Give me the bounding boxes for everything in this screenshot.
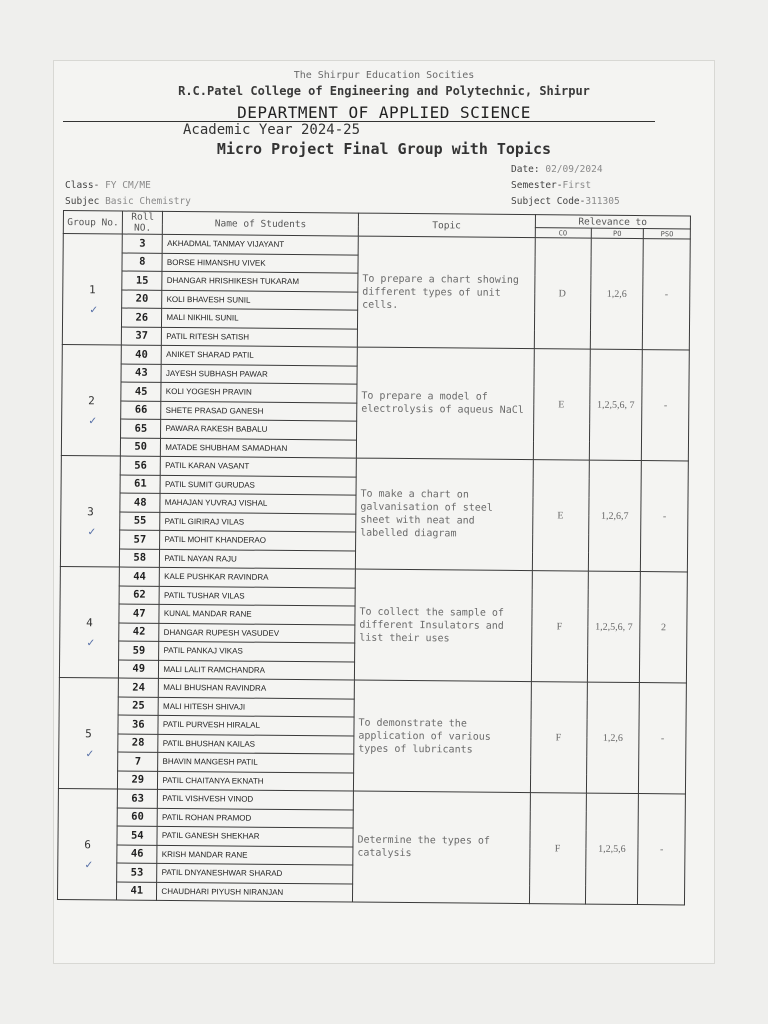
department-name: DEPARTMENT OF APPLIED SCIENCE [237, 103, 531, 122]
roll-number: 61 [120, 475, 160, 494]
semester-value: First [562, 180, 592, 191]
col-name-header: Name of Students [163, 211, 359, 236]
student-name: PATIL VISHVESH VINOD [158, 789, 354, 809]
checkmark-icon: ✓ [89, 413, 97, 428]
checkmark-icon: ✓ [89, 302, 98, 317]
student-name: MALI HITESH SHIVAJI [158, 697, 354, 717]
roll-number: 56 [120, 456, 160, 475]
group-topic: To demonstrate the application of various types of lubricants [353, 680, 531, 793]
student-name: KALE PUSHKAR RAVINDRA [160, 567, 356, 587]
roll-number: 26 [122, 308, 162, 327]
subject-label: Subjec [65, 196, 100, 207]
pso-relevance: - [639, 683, 687, 794]
group-number-cell [58, 677, 118, 789]
roll-number: 54 [117, 826, 157, 845]
roll-number: 28 [118, 734, 158, 753]
roll-number: 24 [118, 678, 158, 697]
document-title: Micro Project Final Group with Topics [216, 140, 552, 158]
student-name: PATIL DNYANESHWAR SHARAD [157, 863, 353, 883]
college-name: R.C.Patel College of Engineering and Polytechnic, Shirpur [178, 84, 590, 98]
student-name: PATIL GANESH SHEKHAR [157, 826, 353, 846]
student-name: BHAVIN MANGESH PATIL [158, 752, 354, 772]
checkmark-icon: ✓ [88, 524, 96, 539]
roll-number: 40 [121, 345, 161, 364]
student-name: MALI BHUSHAN RAVINDRA [159, 678, 355, 698]
groups-table [57, 210, 691, 905]
student-name: KUNAL MANDAR RANE [159, 604, 355, 624]
roll-number: 50 [121, 438, 161, 457]
roll-number: 20 [122, 290, 162, 309]
pso-relevance: 2 [640, 572, 688, 683]
po-relevance: 1,2,6,7 [588, 460, 642, 571]
student-name: KRISH MANDAR RANE [157, 845, 353, 865]
roll-number: 44 [119, 567, 159, 586]
class-value: FY CM/ME [105, 180, 151, 191]
roll-number: 49 [119, 660, 159, 679]
group-number: 2 [88, 393, 95, 407]
co-relevance: F [531, 571, 588, 682]
group-topic: Determine the types of catalysis [352, 791, 530, 904]
pso-relevance: - [638, 794, 686, 905]
student-name: PAWARA RAKESH BABALU [161, 419, 357, 439]
col-po-header: PO [591, 228, 644, 238]
col-roll-header: Roll NO. [122, 211, 162, 234]
group-topic: To prepare a model of electrolysis of aqueus NaCl [356, 347, 534, 460]
group-number: 3 [87, 504, 94, 518]
student-name: DHANGAR HRISHIKESH TUKARAM [162, 271, 358, 291]
student-name: PATIL MOHIT KHANDERAO [160, 530, 356, 550]
roll-number: 63 [117, 789, 157, 808]
student-name: MALI NIKHIL SUNIL [162, 308, 358, 328]
po-relevance: 1,2,5,6, 7 [587, 571, 641, 682]
roll-number: 8 [122, 253, 162, 272]
student-name: PATIL ROHAN PRAMOD [158, 808, 354, 828]
roll-number: 55 [120, 512, 160, 531]
group-topic: To prepare a chart showing different types of unit cells. [357, 236, 535, 349]
roll-number: 36 [118, 715, 158, 734]
group-topic: To make a chart on galvanisation of steel sheet with neat and labelled diagram [355, 458, 533, 571]
roll-number: 59 [119, 641, 159, 660]
student-name: JAYESH SUBHASH PAWAR [161, 364, 357, 384]
roll-number: 41 [117, 881, 157, 900]
student-name: SHETE PRASAD GANESH [161, 401, 357, 421]
roll-number: 65 [121, 419, 161, 438]
student-name: PATIL NAYAN RAJU [160, 549, 356, 569]
student-name: KOLI BHAVESH SUNIL [162, 290, 358, 310]
student-name: PATIL SUMIT GURUDAS [160, 475, 356, 495]
society-name: The Shirpur Education Socities [293, 70, 475, 81]
co-relevance: D [534, 238, 591, 349]
student-name: PATIL PURVESH HIRALAL [158, 715, 354, 735]
checkmark-icon: ✓ [87, 635, 95, 650]
po-relevance: 1,2,6 [586, 682, 640, 793]
student-name: DHANGAR RUPESH VASUDEV [159, 623, 355, 643]
roll-number: 53 [117, 863, 157, 882]
col-relevance-header: Relevance to [535, 215, 691, 229]
subject-code-value: 311305 [585, 196, 620, 207]
pso-relevance: - [642, 350, 690, 461]
date-value: 02/09/2024 [545, 164, 603, 175]
checkmark-icon: ✓ [86, 746, 94, 761]
student-name: MATADE SHUBHAM SAMADHAN [161, 438, 357, 458]
student-name: PATIL BHUSHAN KAILAS [158, 734, 354, 754]
student-name: PATIL PANKAJ VIKAS [159, 641, 355, 661]
co-relevance: F [529, 793, 586, 904]
student-name: MAHAJAN YUVRAJ VISHAL [160, 493, 356, 513]
co-relevance: E [532, 460, 589, 571]
roll-number: 60 [117, 807, 157, 826]
semester-line [511, 180, 591, 191]
roll-number: 48 [120, 493, 160, 512]
po-relevance: 1,2,5,6, 7 [589, 349, 643, 460]
group-number-cell [62, 234, 122, 346]
checkmark-icon: ✓ [85, 857, 93, 872]
date-line [511, 164, 603, 175]
roll-number: 57 [120, 530, 160, 549]
roll-number: 46 [117, 844, 157, 863]
roll-number: 58 [120, 549, 160, 568]
student-name: KOLI YOGESH PRAVIN [161, 382, 357, 402]
group-number: 6 [84, 837, 91, 851]
semester-label: Semester- [511, 180, 563, 191]
roll-number: 15 [122, 271, 162, 290]
student-name: PATIL KARAN VASANT [161, 456, 357, 476]
student-name: CHAUDHARI PIYUSH NIRANJAN [157, 882, 353, 902]
student-name: PATIL CHAITANYA EKNATH [158, 771, 354, 791]
co-relevance: F [530, 682, 587, 793]
group-number-cell [61, 344, 121, 456]
academic-year: Academic Year 2024-25 [183, 122, 361, 138]
roll-number: 29 [118, 770, 158, 789]
class-label: Class- [65, 180, 100, 191]
group-number: 1 [89, 282, 96, 296]
student-name: PATIL TUSHAR VILAS [159, 586, 355, 606]
group-number-cell [60, 455, 120, 567]
col-co-header: CO [535, 228, 591, 238]
col-pso-header: PSO [644, 229, 691, 239]
subject-code-line [511, 196, 620, 207]
student-name: PATIL GIRIRAJ VILAS [160, 512, 356, 532]
subject-value: Basic Chemistry [105, 196, 191, 207]
group-topic: To collect the sample of different Insulators and list their uses [354, 569, 532, 682]
roll-number: 3 [122, 234, 162, 253]
student-name: ANIKET SHARAD PATIL [162, 345, 358, 365]
document-sheet [53, 60, 715, 964]
date-label: Date: [511, 164, 540, 175]
roll-number: 62 [119, 586, 159, 605]
roll-number: 37 [122, 327, 162, 346]
group-number-cell [59, 566, 119, 678]
po-relevance: 1,2,5,6 [585, 793, 639, 904]
group-number: 4 [86, 615, 93, 629]
roll-number: 45 [121, 382, 161, 401]
group-number: 5 [85, 726, 92, 740]
pso-relevance: - [643, 239, 691, 350]
student-name: AKHADMAL TANMAY VIJAYANT [163, 234, 359, 254]
subject-code-label: Subject Code- [511, 196, 586, 207]
co-relevance: E [533, 349, 590, 460]
roll-number: 66 [121, 401, 161, 420]
roll-number: 47 [119, 604, 159, 623]
table-body [57, 234, 690, 905]
class-line [65, 180, 151, 191]
student-name: BORSE HIMANSHU VIVEK [162, 253, 358, 273]
roll-number: 42 [119, 623, 159, 642]
subject-line [65, 196, 191, 207]
roll-number: 25 [118, 697, 158, 716]
col-group-header: Group No. [63, 211, 122, 235]
group-number-cell [57, 788, 117, 900]
student-name: PATIL RITESH SATISH [162, 327, 358, 347]
roll-number: 43 [121, 364, 161, 383]
roll-number: 7 [118, 752, 158, 771]
pso-relevance: - [641, 461, 689, 572]
student-name: MALI LALIT RAMCHANDRA [159, 660, 355, 680]
col-topic-header: Topic [358, 213, 535, 238]
po-relevance: 1,2,6 [590, 238, 644, 349]
